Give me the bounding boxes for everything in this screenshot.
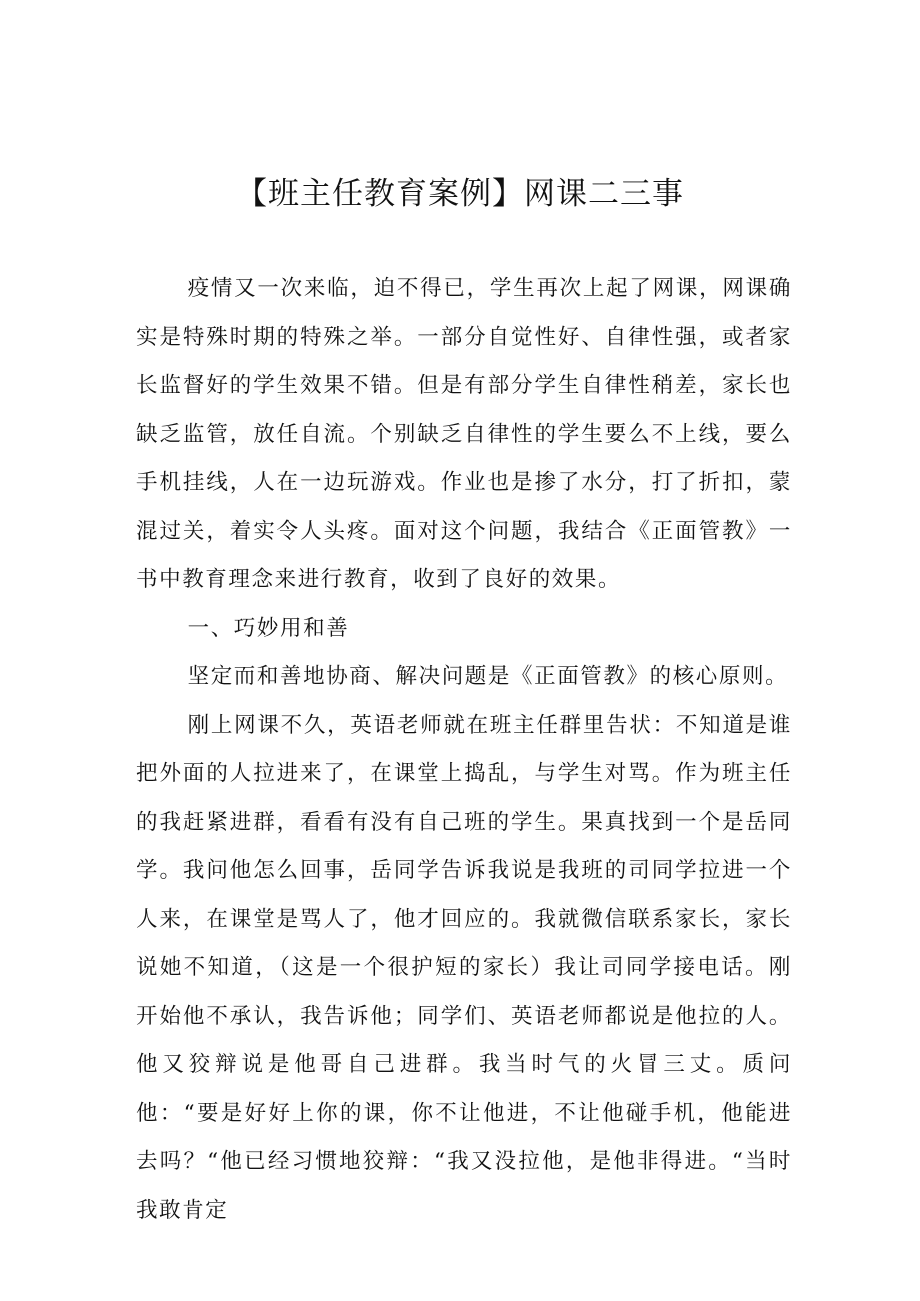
document-body	[136, 265, 792, 1235]
document-title: 【班主任教育案例】网课二三事	[236, 176, 684, 212]
section-heading: 一、巧妙用和善	[187, 615, 350, 641]
paragraph-story: 刚上网课不久，英语老师就在班主任群里告状：不知道是谁把外面的人拉进来了，在课堂上捣乱，与学生对骂。作为班主任的我赶紧进群，看看有没有自己班的学生。果真找到一个是岳同学。我问他怎么回事，岳同学告诉我说是我班的司同学拉进一个人来，在课堂是骂人了，他才回应的。我就微信联系家长，家长说她不知道，（这是一个很护短的家长）我让司同学接电话。刚开始他不承认，我告诉他；同学们、英语老师都说是他拉的人。他又狡辩说是他哥自己进群。我当时气的火冒三丈。质问他：“要是好好上你的课，你不让他进，不让他碰手机，他能进去吗？“他已经习惯地狡辩：“我又没拉他，是他非得进。“当时我敢肯定	[136, 712, 792, 1223]
paragraph-principle: 坚定而和善地协商、解决问题是《正面管教》的核心原则。	[187, 664, 789, 689]
paragraph-intro: 疫情又一次来临，迫不得已，学生再次上起了网课，网课确实是特殊时期的特殊之举。一部分自觉性好、自律性强，或者家长监督好的学生效果不错。但是有部分学生自律性稍差，家长也缺乏监管，放任自流。个别缺乏自律性的学生要么不上线，要么手机挂线，人在一边玩游戏。作业也是掺了水分，打了折扣，蒙混过关，着实令人头疼。面对这个问题，我结合《正面管教》一书中教育理念来进行教育，收到了良好的效果。	[136, 276, 792, 592]
